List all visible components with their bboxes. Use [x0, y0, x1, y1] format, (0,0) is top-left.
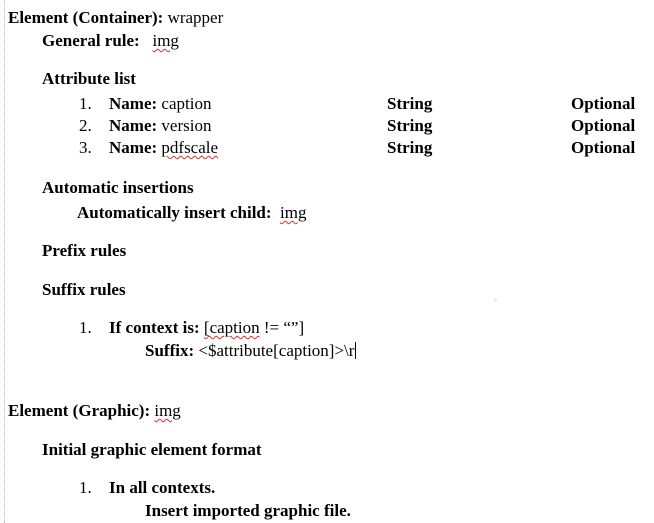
container-element-heading	[8, 8, 223, 28]
general-rule-label: General rule:	[42, 31, 140, 50]
attribute-usage: Optional	[571, 116, 636, 135]
attribute-list-heading: Attribute list	[42, 69, 136, 88]
attribute-name-label: Name:	[109, 138, 158, 157]
suffix-value: <$attribute[caption]>\r	[198, 341, 355, 360]
attribute-row	[79, 138, 218, 158]
container-element-label: Element (Container):	[8, 8, 164, 27]
attribute-name-label: Name:	[109, 94, 158, 113]
suffix-rule-number: 1.	[79, 318, 92, 337]
suffix-rule-action	[145, 341, 356, 361]
prefix-rules-heading: Prefix rules	[42, 241, 127, 260]
graphic-element-label: Element (Graphic):	[8, 401, 151, 420]
attribute-type: String	[387, 94, 433, 113]
attribute-name: version	[161, 116, 212, 135]
graphic-element-name: img	[154, 401, 181, 420]
automatic-insertions-heading: Automatic insertions	[42, 178, 194, 197]
auto-insert-child-value: img	[280, 203, 307, 222]
graphic-rule-action: Insert imported graphic file.	[145, 501, 351, 520]
attribute-number: 1.	[79, 94, 92, 113]
suffix-label: Suffix:	[145, 341, 195, 360]
general-rule	[42, 31, 179, 51]
attribute-row	[79, 116, 211, 136]
stray-mark	[494, 299, 497, 302]
graphic-rule-number: 1.	[79, 478, 92, 497]
attribute-name-label: Name:	[109, 116, 158, 135]
graphic-rule-context	[79, 478, 215, 498]
attribute-number: 3.	[79, 138, 92, 157]
graphic-rule-context-text: In all contexts.	[109, 478, 216, 497]
attribute-number: 2.	[79, 116, 92, 135]
general-rule-value: img	[152, 31, 179, 50]
graphic-format-heading: Initial graphic element format	[42, 440, 262, 459]
text-cursor	[355, 342, 356, 359]
attribute-usage: Optional	[571, 138, 636, 157]
suffix-context-label: If context is:	[109, 318, 200, 337]
suffix-context-value-rest: != “”]	[259, 318, 305, 337]
attribute-type: String	[387, 116, 433, 135]
suffix-rule-context	[79, 318, 304, 338]
attribute-type: String	[387, 138, 433, 157]
auto-insert-child	[77, 203, 307, 223]
attribute-name: pdfscale	[161, 138, 219, 157]
container-element-name: wrapper	[167, 8, 224, 27]
suffix-context-value: [caption	[203, 318, 260, 337]
attribute-usage: Optional	[571, 94, 636, 113]
margin-guide	[4, 0, 5, 523]
auto-insert-child-label: Automatically insert child:	[77, 203, 272, 222]
graphic-element-heading	[8, 401, 181, 421]
attribute-name: caption	[161, 94, 212, 113]
suffix-rules-heading: Suffix rules	[42, 280, 126, 299]
attribute-row	[79, 94, 211, 114]
